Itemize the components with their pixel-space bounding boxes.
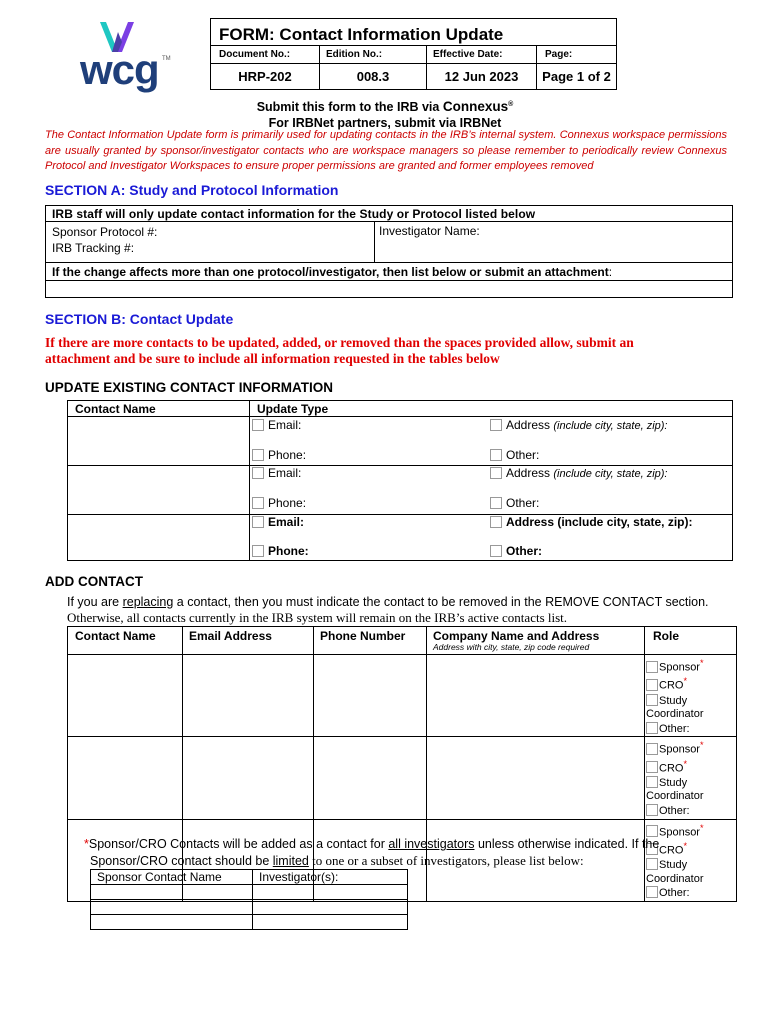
add-3-cro-required-mark: * <box>683 840 688 851</box>
wcg-logo-text: wcg <box>80 46 159 93</box>
update-existing-table <box>67 400 733 561</box>
add-col-company-header: Company Name and Address <box>433 629 600 643</box>
intro-text: The Contact Information Update form is primarily used for updating contacts in the IRB’s internal system. Connexus workspace permissions are usually granted by sponsor/investigator contacts who are workspace managers so please remember to periodically review Connexus Protocol and Investigator Workspaces to ensure proper permissions are granted and former employees removed <box>45 129 727 172</box>
update-col-type-header: Update Type <box>250 401 733 417</box>
form-title: FORM: Contact Information Update <box>211 19 617 46</box>
section-b-title: SECTION B: Contact Update <box>45 311 234 327</box>
investigators-row-1[interactable] <box>253 885 408 900</box>
add-1-cro-label: CRO <box>659 679 684 692</box>
multi-protocol-note: If the change affects more than one protocol/investigator, then list below or submit an attachment <box>52 265 609 279</box>
add-2-cro-required-mark: * <box>683 758 688 769</box>
update-1-other-label: Other: <box>506 448 540 462</box>
section-a-table <box>45 205 733 298</box>
add-row-1-email[interactable] <box>183 655 314 737</box>
add-contact-instructions <box>67 595 737 625</box>
update-col-name-header: Contact Name <box>68 401 250 417</box>
add-3-other-checkbox[interactable] <box>646 886 658 898</box>
multi-protocol-colon: : <box>608 265 613 279</box>
add-1-cro-checkbox[interactable] <box>646 679 658 691</box>
update-2-address-label: Address <box>506 466 551 480</box>
add-line1-a: If you are <box>67 595 123 609</box>
add-2-coordinator-label: Study Coordinator <box>646 776 704 803</box>
sponsor-contact-row-1[interactable] <box>91 885 253 900</box>
update-1-phone-checkbox[interactable] <box>252 449 264 461</box>
investigator-name-field[interactable] <box>375 222 733 263</box>
submit-line1-prefix: Submit this form to the IRB via <box>256 100 440 115</box>
update-3-address-checkbox[interactable] <box>490 516 502 528</box>
add-1-sponsor-checkbox[interactable] <box>646 661 658 673</box>
add-row-1-phone[interactable] <box>314 655 427 737</box>
update-row-1-name[interactable] <box>68 417 250 466</box>
trademark-mark: TM <box>162 56 171 62</box>
update-2-address-hint: (include city, state, zip): <box>553 468 668 480</box>
edition-label: Edition No.: <box>320 46 427 64</box>
investigators-row-2[interactable] <box>253 900 408 915</box>
sponsor-protocol-label: Sponsor Protocol #: <box>52 225 158 239</box>
update-3-other-label: Other: <box>506 544 542 558</box>
effective-date-value: 12 Jun 2023 <box>427 64 537 90</box>
edition-value: 008.3 <box>320 64 427 90</box>
doc-no-value: HRP-202 <box>211 64 320 90</box>
add-3-sponsor-label: Sponsor <box>659 826 700 839</box>
add-row-2-company[interactable] <box>427 737 645 819</box>
add-3-cro-label: CRO <box>659 844 684 857</box>
add-row-2-name[interactable] <box>68 737 183 819</box>
update-1-address-hint: (include city, state, zip): <box>553 420 668 432</box>
add-1-sponsor-required-mark: * <box>699 658 704 668</box>
note-c: Sponsor/CRO contact should be <box>90 853 273 868</box>
note-b: unless otherwise indicated. If the <box>474 837 660 851</box>
effective-date-label: Effective Date: <box>427 46 537 64</box>
update-1-email-label: Email: <box>268 418 302 432</box>
add-row-2-phone[interactable] <box>314 737 427 819</box>
submit-instructions <box>0 97 770 131</box>
update-2-other-checkbox[interactable] <box>490 497 502 509</box>
add-line1-replacing: replacing <box>122 595 174 609</box>
update-2-address-checkbox[interactable] <box>490 467 502 479</box>
protocol-cell <box>46 222 375 263</box>
add-3-other-label: Other: <box>659 887 690 900</box>
investigator-name-label: Investigator Name: <box>379 224 480 238</box>
form-header-table <box>210 18 617 90</box>
update-2-phone-label: Phone: <box>268 496 307 510</box>
sponsor-contact-name-header: Sponsor Contact Name <box>91 870 253 885</box>
note-star: * <box>84 837 89 851</box>
add-col-phone-header: Phone Number <box>314 627 427 655</box>
add-1-coordinator-checkbox[interactable] <box>646 694 658 706</box>
sponsor-contact-row-2[interactable] <box>91 900 253 915</box>
add-1-other-label: Other: <box>659 722 690 735</box>
connexus-link[interactable]: Connexus <box>442 99 509 115</box>
update-3-email-checkbox[interactable] <box>252 516 264 528</box>
update-row-2-name[interactable] <box>68 466 250 515</box>
update-1-email-checkbox[interactable] <box>252 419 264 431</box>
investigators-row-3[interactable] <box>253 915 408 930</box>
add-2-sponsor-label: Sponsor <box>659 743 700 756</box>
update-1-phone-label: Phone: <box>268 448 307 462</box>
update-2-phone-checkbox[interactable] <box>252 497 264 509</box>
add-2-other-checkbox[interactable] <box>646 804 658 816</box>
add-3-sponsor-checkbox[interactable] <box>646 825 658 837</box>
add-col-name-header: Contact Name <box>68 627 183 655</box>
irb-staff-note: IRB staff will only update contact information for the Study or Protocol listed below <box>46 206 733 222</box>
add-col-email-header: Email Address <box>183 627 314 655</box>
add-2-cro-checkbox[interactable] <box>646 761 658 773</box>
page-label: Page: <box>537 46 617 64</box>
wcg-logo <box>78 18 178 93</box>
multi-protocol-input[interactable] <box>46 281 733 298</box>
update-3-phone-label: Phone: <box>268 544 309 558</box>
add-contact-title: ADD CONTACT <box>45 574 143 589</box>
add-row-1-company[interactable] <box>427 655 645 737</box>
add-row-1-name[interactable] <box>68 655 183 737</box>
add-1-sponsor-label: Sponsor <box>659 661 700 674</box>
registered-mark: ® <box>508 101 514 108</box>
add-3-sponsor-required-mark: * <box>699 822 704 833</box>
add-2-sponsor-checkbox[interactable] <box>646 743 658 755</box>
add-line1-b: a contact, then you must indicate the contact to be removed in the REMOVE CONTACT section. <box>173 595 709 609</box>
investigators-header: Investigator(s): <box>253 870 408 885</box>
update-2-email-label: Email: <box>268 466 302 480</box>
add-line2: Otherwise, all contacts currently in the IRB system will remain on the IRB’s active contacts list. <box>67 610 568 625</box>
update-1-address-label: Address <box>506 418 551 432</box>
update-3-phone-checkbox[interactable] <box>252 545 264 557</box>
note-a: Sponsor/CRO Contacts will be added as a contact for <box>88 837 389 851</box>
add-2-coordinator-checkbox[interactable] <box>646 776 658 788</box>
sponsor-contact-row-3[interactable] <box>91 915 253 930</box>
update-2-other-label: Other: <box>506 496 540 510</box>
section-a-title: SECTION A: Study and Protocol Information <box>45 182 339 198</box>
irb-tracking-label: IRB Tracking #: <box>52 241 135 255</box>
add-row-2-email[interactable] <box>183 737 314 819</box>
sponsor-investigator-table <box>90 869 408 930</box>
section-b-warning: If there are more contacts to be updated, added, or removed than the spaces provided allow, submit an attachment and be sure to include all information requested in the tables below <box>45 335 634 366</box>
page-value: Page 1 of 2 <box>537 64 617 90</box>
add-col-role-header: Role <box>645 627 737 655</box>
add-1-coordinator-label: Study Coordinator <box>646 694 704 721</box>
submit-line2: For IRBNet partners, submit via IRBNet <box>268 116 502 131</box>
add-1-cro-required-mark: * <box>683 676 688 687</box>
note-limited: limited <box>272 853 309 868</box>
sponsor-cro-note <box>84 837 734 869</box>
update-2-email-checkbox[interactable] <box>252 467 264 479</box>
add-1-other-checkbox[interactable] <box>646 722 658 734</box>
note-d: to one or a subset of investigators, please list below: <box>308 852 584 868</box>
update-3-other-checkbox[interactable] <box>490 545 502 557</box>
add-3-coordinator-label: Study Coordinator <box>646 859 704 885</box>
add-2-sponsor-required-mark: * <box>699 740 704 751</box>
add-company-hint: Address with city, state, zip code required <box>433 642 590 652</box>
note-all-investigators: all investigators <box>388 837 475 851</box>
update-1-other-checkbox[interactable] <box>490 449 502 461</box>
update-3-address-label: Address (include city, state, zip): <box>506 515 693 529</box>
update-3-email-label: Email: <box>268 515 305 529</box>
update-existing-title: UPDATE EXISTING CONTACT INFORMATION <box>45 380 333 395</box>
add-2-other-label: Other: <box>659 804 690 817</box>
update-row-3-name[interactable] <box>68 515 250 561</box>
doc-no-label: Document No.: <box>211 46 320 64</box>
update-1-address-checkbox[interactable] <box>490 419 502 431</box>
add-2-cro-label: CRO <box>659 762 684 775</box>
